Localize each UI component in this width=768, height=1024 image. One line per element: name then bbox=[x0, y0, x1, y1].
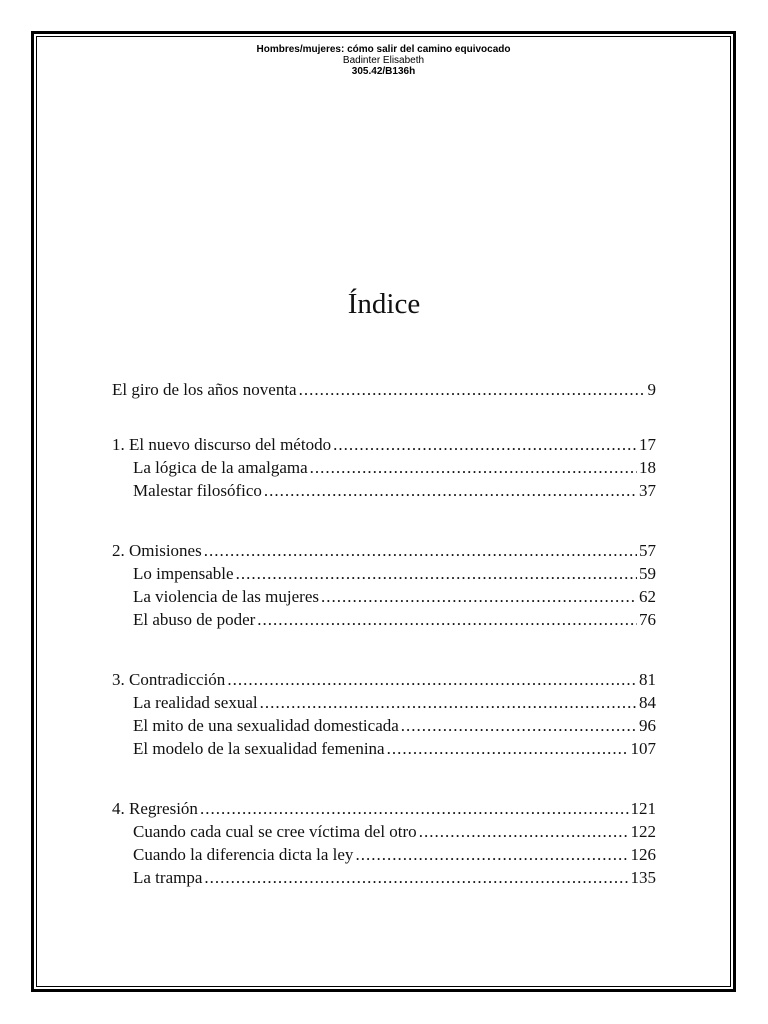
dot-leader bbox=[200, 797, 629, 820]
toc-label: 3. Contradicción bbox=[112, 670, 226, 689]
toc-section bbox=[112, 562, 656, 585]
dot-leader bbox=[204, 539, 637, 562]
toc-label: Cuando cada cual se cree víctima del otro bbox=[133, 822, 417, 841]
toc-page: 81 bbox=[639, 670, 656, 689]
toc-section bbox=[112, 714, 656, 737]
toc-chapter-1 bbox=[112, 433, 656, 456]
toc-label: El abuso de poder bbox=[133, 610, 256, 629]
toc-section bbox=[112, 456, 656, 479]
toc-label: Cuando la diferencia dicta la ley bbox=[133, 845, 354, 864]
toc-label: El modelo de la sexualidad femenina bbox=[133, 739, 385, 758]
toc-label: 2. Omisiones bbox=[112, 541, 202, 560]
dot-leader bbox=[227, 668, 637, 691]
dot-leader bbox=[401, 714, 637, 737]
toc-section bbox=[112, 843, 656, 866]
toc-section bbox=[112, 820, 656, 843]
toc-page: 135 bbox=[630, 868, 656, 887]
toc-page: 122 bbox=[630, 822, 656, 841]
toc-label: 4. Regresión bbox=[112, 799, 198, 818]
dot-leader bbox=[264, 479, 637, 502]
book-author: Badinter Elisabeth bbox=[342, 55, 425, 66]
dot-leader bbox=[387, 737, 629, 760]
toc-section bbox=[112, 737, 656, 760]
dot-leader bbox=[419, 820, 629, 843]
dot-leader bbox=[257, 608, 637, 631]
dot-leader bbox=[260, 691, 637, 714]
dot-leader bbox=[355, 843, 628, 866]
toc-page: 107 bbox=[630, 739, 656, 758]
dot-leader bbox=[236, 562, 637, 585]
dot-leader bbox=[299, 378, 646, 401]
toc-chapter-4 bbox=[112, 797, 656, 820]
table-of-contents bbox=[112, 378, 656, 889]
toc-section bbox=[112, 866, 656, 889]
toc-section bbox=[112, 691, 656, 714]
toc-label: El mito de una sexualidad domesticada bbox=[133, 716, 399, 735]
toc-page: 9 bbox=[647, 380, 656, 399]
toc-page: 76 bbox=[639, 610, 656, 629]
toc-page: 37 bbox=[639, 481, 656, 500]
toc-section bbox=[112, 479, 656, 502]
toc-page: 18 bbox=[639, 458, 656, 477]
dot-leader bbox=[321, 585, 637, 608]
toc-label: La trampa bbox=[133, 868, 203, 887]
dot-leader bbox=[310, 456, 637, 479]
toc-page: 57 bbox=[639, 541, 656, 560]
toc-label: La realidad sexual bbox=[133, 693, 258, 712]
toc-section bbox=[112, 608, 656, 631]
toc-chapter-2 bbox=[112, 539, 656, 562]
toc-page: 121 bbox=[630, 799, 656, 818]
toc-label: 1. El nuevo discurso del método bbox=[112, 435, 332, 454]
toc-label: La violencia de las mujeres bbox=[133, 587, 319, 606]
dot-leader bbox=[204, 866, 628, 889]
call-number: 305.42/B136h bbox=[351, 66, 416, 77]
toc-section bbox=[112, 585, 656, 608]
toc-page: 59 bbox=[639, 564, 656, 583]
toc-label: La lógica de la amalgama bbox=[133, 458, 308, 477]
toc-chapter-3 bbox=[112, 668, 656, 691]
toc-entry-intro bbox=[112, 378, 656, 401]
toc-page: 17 bbox=[639, 435, 656, 454]
toc-page: 126 bbox=[630, 845, 656, 864]
toc-label: Malestar filosófico bbox=[133, 481, 262, 500]
toc-label: Lo impensable bbox=[133, 564, 234, 583]
toc-page: 84 bbox=[639, 693, 656, 712]
book-title: Hombres/mujeres: cómo salir del camino equivocado bbox=[256, 44, 511, 55]
toc-page: 96 bbox=[639, 716, 656, 735]
dot-leader bbox=[333, 433, 637, 456]
toc-label: El giro de los años noventa bbox=[112, 380, 297, 399]
toc-page: 62 bbox=[639, 587, 656, 606]
catalog-header bbox=[36, 44, 731, 77]
index-heading: Índice bbox=[347, 288, 421, 320]
